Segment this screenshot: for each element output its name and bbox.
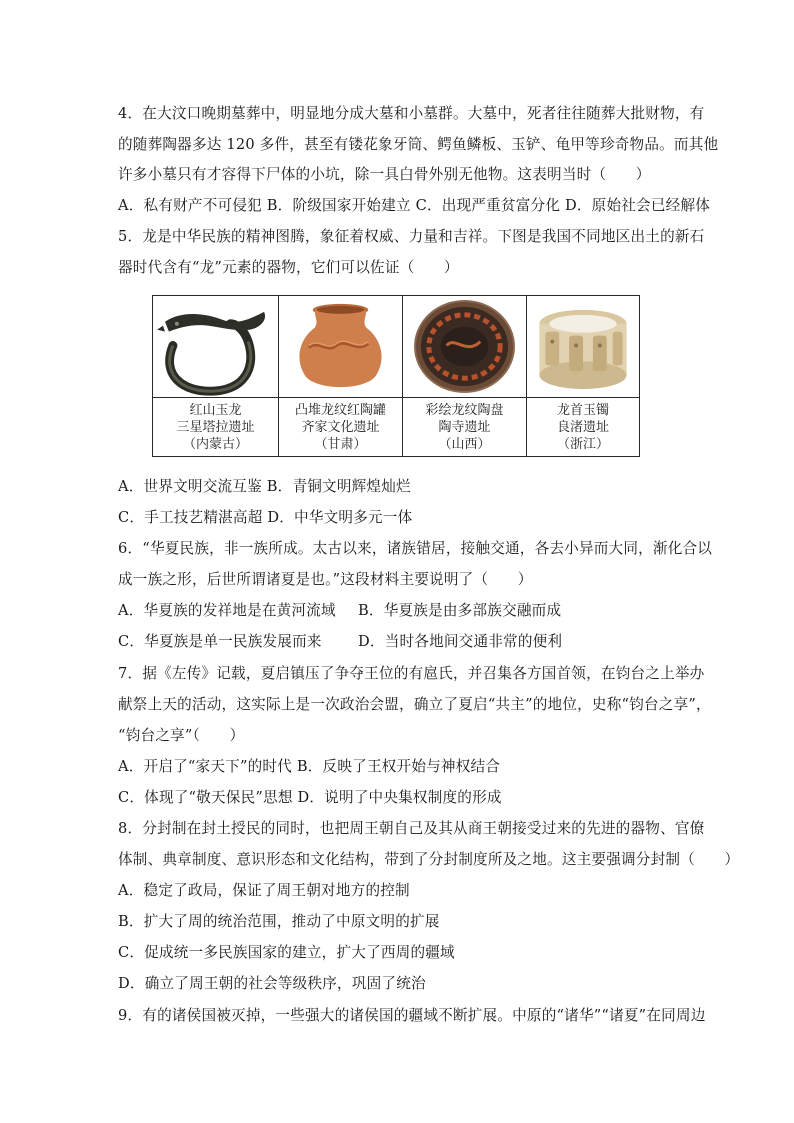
q6-line-1: 6．“华夏民族，非一族所成。太古以来，诸族错居，接触交通，各去小异而大同，渐化合以 xyxy=(118,540,713,557)
q5-options-2: C．手工技艺精湛高超 D．中华文明多元一体 xyxy=(118,509,413,526)
artifact-1-region: （内蒙古） xyxy=(182,437,248,452)
q7-options-2: C．体现了“敬天保民”思想 D．说明了中央集权制度的形成 xyxy=(118,789,502,806)
q5-options-1: A．世界文明交流互鉴 B．青铜文明辉煌灿烂 xyxy=(118,478,411,495)
q7-line-1: 7．据《左传》记载，夏启镇压了争夺王位的有扈氏，并召集各方国首领，在钧台之上举办 xyxy=(118,665,705,682)
artifact-2-name: 凸堆龙纹红陶罐 xyxy=(294,403,386,418)
artifact-cell-4 xyxy=(527,296,639,456)
artifact-3-site: 陶寺遗址 xyxy=(438,420,491,435)
artifact-3-name: 彩绘龙纹陶盘 xyxy=(425,403,504,418)
artifact-1-site: 三星塔拉遗址 xyxy=(176,420,255,435)
q5-line-2: 器时代含有“龙”元素的器物，它们可以佐证（ ） xyxy=(118,259,459,276)
q7-line-3: “钧台之享”（ ） xyxy=(118,727,245,744)
artifact-cell-1 xyxy=(153,296,279,456)
q7-options-1: A．开启了“家天下”的时代 B．反映了王权开始与神权结合 xyxy=(118,758,501,775)
artifact-4-site: 良渚遗址 xyxy=(556,420,609,435)
q4-line-2: 的随葬陶器多达 120 多件，甚至有镂花象牙筒、鳄鱼鳞板、玉铲、龟甲等珍奇物品。而其他 xyxy=(118,136,719,153)
artifact-caption-4 xyxy=(527,402,639,453)
artifact-2-site: 齐家文化遗址 xyxy=(301,420,380,435)
q8-option-b: B．扩大了周的统治范围，推动了中原文明的扩展 xyxy=(118,913,440,930)
dragon-head-jade-bracelet-icon xyxy=(527,296,639,398)
q9-line-1: 9．有的诸侯国被灭掉，一些强大的诸侯国的疆域不断扩展。中原的“诸华”“诸夏”在同周边 xyxy=(118,1007,706,1024)
q4-line-1: 4．在大汶口晚期墓葬中，明显地分成大墓和小墓群。大墓中，死者往往随葬大批财物，有 xyxy=(118,105,705,122)
q8-option-d: D．确立了周王朝的社会等级秩序，巩固了统治 xyxy=(118,975,426,992)
q5-line-1: 5．龙是中华民族的精神图腾，象征着权威、力量和吉祥。下图是我国不同地区出土的新石 xyxy=(118,228,705,245)
artifact-4-region: （浙江） xyxy=(556,437,609,452)
q8-option-a: A．稳定了政局，保证了周王朝对地方的控制 xyxy=(118,882,410,899)
jade-dragon-icon xyxy=(153,296,278,398)
artifact-caption-1 xyxy=(153,402,278,453)
artifact-4-name: 龙首玉镯 xyxy=(556,403,609,418)
q8-option-c: C．促成统一多民族国家的建立，扩大了西周的疆域 xyxy=(118,944,455,961)
q8-line-2: 体制、典章制度、意识形态和文化结构，带到了分封制度所及之地。这主要强调分封制（ ） xyxy=(118,851,740,868)
artifact-caption-3 xyxy=(403,402,526,453)
artifact-figure xyxy=(152,295,640,457)
q4-options: A．私有财产不可侵犯 B．阶级国家开始建立 C．出现严重贫富分化 D．原始社会已经解体 xyxy=(118,197,711,214)
q6-option-d: D．当时各地间交通非常的便利 xyxy=(358,633,563,650)
q4-line-3: 许多小墓只有才容得下尸体的小坑，除一具白骨外别无他物。这表明当时（ ） xyxy=(118,166,651,183)
artifact-1-name: 红山玉龙 xyxy=(189,403,242,418)
artifact-2-region: （甘肃） xyxy=(314,437,367,452)
q8-line-1: 8．分封制在封土授民的同时，也把周王朝自己及其从商王朝接受过来的先进的器物、官僚 xyxy=(118,820,705,837)
q6-option-c: C．华夏族是单一民族发展而来 xyxy=(118,633,322,650)
artifact-cell-2 xyxy=(279,296,403,456)
artifact-cell-3 xyxy=(403,296,527,456)
artifact-caption-2 xyxy=(279,402,402,453)
painted-dragon-plate-icon xyxy=(403,296,526,398)
artifact-3-region: （山西） xyxy=(438,437,491,452)
q7-line-2: 献祭上天的活动，这实际上是一次政治会盟，确立了夏启“共主”的地位，史称“钧台之享”， xyxy=(118,696,711,713)
q6-line-2: 成一族之形，后世所谓诸夏是也。”这段材料主要说明了（ ） xyxy=(118,571,533,588)
q6-option-a: A．华夏族的发祥地是在黄河流域 xyxy=(118,602,336,619)
q6-option-b: B．华夏族是由多部族交融而成 xyxy=(358,602,562,619)
red-pottery-jar-icon xyxy=(279,296,402,398)
